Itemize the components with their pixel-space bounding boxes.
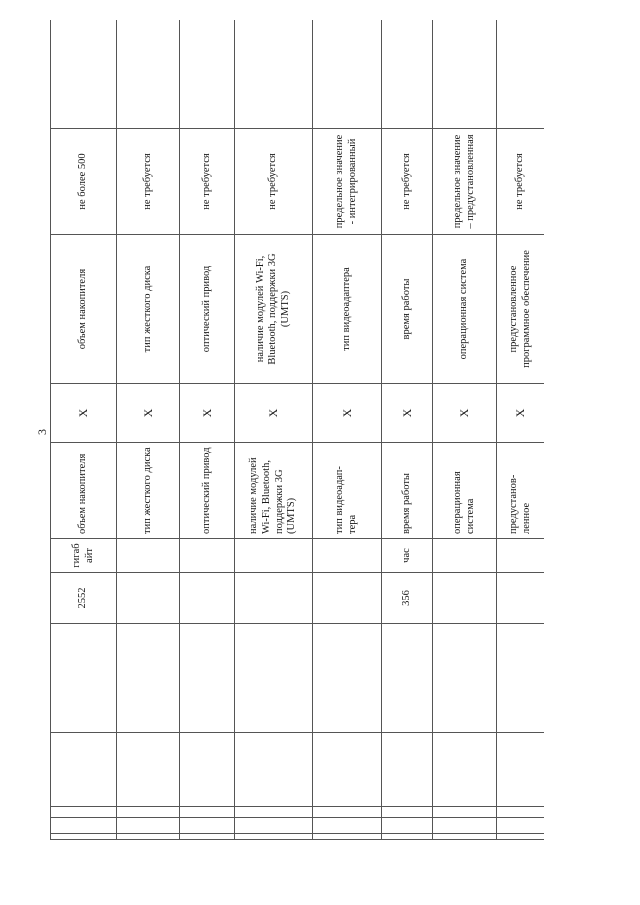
blank-cell <box>313 733 382 807</box>
blank-cell <box>117 20 180 129</box>
name-cell: время работы <box>382 235 433 384</box>
code-cell <box>235 573 313 624</box>
value-cell: не требуется <box>382 129 433 235</box>
blank-cell <box>51 624 117 733</box>
table-row <box>313 20 382 840</box>
table-row <box>497 20 545 840</box>
blank-cell <box>51 807 117 818</box>
name-cell: объем накопителя <box>51 235 117 384</box>
unit-cell <box>433 539 497 573</box>
blank-cell <box>180 834 235 840</box>
mark-cell: X <box>180 384 235 443</box>
blank-cell <box>117 624 180 733</box>
blank-cell <box>180 20 235 129</box>
code-cell <box>313 573 382 624</box>
code-cell <box>433 573 497 624</box>
unit-cell <box>180 539 235 573</box>
characteristic-cell: тип жесткого диска <box>117 443 180 539</box>
unit-cell <box>235 539 313 573</box>
mark-cell: X <box>51 384 117 443</box>
blank-cell <box>235 818 313 834</box>
blank-cell <box>117 834 180 840</box>
blank-cell <box>117 807 180 818</box>
characteristic-cell: оптический привод <box>180 443 235 539</box>
value-cell: не требуется <box>180 129 235 235</box>
blank-cell <box>382 20 433 129</box>
mark-cell: X <box>433 384 497 443</box>
blank-cell <box>117 733 180 807</box>
characteristic-cell: время работы <box>382 443 433 539</box>
blank-cell <box>313 807 382 818</box>
blank-cell <box>497 20 545 129</box>
blank-cell <box>382 733 433 807</box>
document-page <box>50 20 544 840</box>
table-row <box>382 20 433 840</box>
blank-cell <box>180 818 235 834</box>
unit-cell: час <box>382 539 433 573</box>
name-cell: наличие модулей Wi-Fi, Bluetooth, поддержки 3G (UMTS) <box>235 235 313 384</box>
blank-cell <box>180 733 235 807</box>
blank-cell <box>235 20 313 129</box>
blank-cell <box>235 733 313 807</box>
characteristic-cell: предустанов-ленное <box>497 443 545 539</box>
blank-cell <box>433 818 497 834</box>
blank-cell <box>382 818 433 834</box>
table-row <box>235 20 313 840</box>
blank-cell <box>51 20 117 129</box>
blank-cell <box>51 834 117 840</box>
blank-cell <box>497 834 545 840</box>
characteristic-cell: наличие модулей Wi-Fi, Bluetooth, поддержки 3G (UMTS) <box>235 443 313 539</box>
blank-cell <box>313 818 382 834</box>
blank-cell <box>497 818 545 834</box>
blank-cell <box>433 624 497 733</box>
mark-cell: X <box>382 384 433 443</box>
value-cell: предельное значение – предустановленная <box>433 129 497 235</box>
value-cell: предельное значение - интегрированный <box>313 129 382 235</box>
mark-cell: X <box>235 384 313 443</box>
blank-cell <box>313 20 382 129</box>
page-number: 3 <box>35 429 49 435</box>
blank-cell <box>433 733 497 807</box>
name-cell: тип жесткого диска <box>117 235 180 384</box>
unit-cell <box>117 539 180 573</box>
blank-cell <box>382 807 433 818</box>
value-cell: не более 500 <box>51 129 117 235</box>
blank-cell <box>51 733 117 807</box>
blank-cell <box>433 834 497 840</box>
code-cell: 2552 <box>51 573 117 624</box>
blank-cell <box>313 624 382 733</box>
unit-cell <box>313 539 382 573</box>
blank-cell <box>497 807 545 818</box>
mark-cell: X <box>313 384 382 443</box>
characteristics-table <box>50 20 544 840</box>
name-cell: операционная система <box>433 235 497 384</box>
blank-cell <box>497 733 545 807</box>
mark-cell: X <box>497 384 545 443</box>
blank-cell <box>235 624 313 733</box>
value-cell: не требуется <box>497 129 545 235</box>
name-cell: оптический привод <box>180 235 235 384</box>
blank-cell <box>235 834 313 840</box>
table-row <box>51 20 117 840</box>
name-cell: тип видеоадаптера <box>313 235 382 384</box>
blank-cell <box>235 807 313 818</box>
unit-cell: гигабайт <box>51 539 117 573</box>
blank-cell <box>382 834 433 840</box>
blank-cell <box>313 834 382 840</box>
blank-cell <box>433 807 497 818</box>
blank-cell <box>382 624 433 733</box>
value-cell: не требуется <box>117 129 180 235</box>
characteristic-cell: операционная система <box>433 443 497 539</box>
table-row <box>433 20 497 840</box>
unit-cell <box>497 539 545 573</box>
blank-cell <box>497 624 545 733</box>
code-cell <box>180 573 235 624</box>
blank-cell <box>51 818 117 834</box>
mark-cell: X <box>117 384 180 443</box>
code-cell <box>117 573 180 624</box>
code-cell: 356 <box>382 573 433 624</box>
code-cell <box>497 573 545 624</box>
table-row <box>180 20 235 840</box>
blank-cell <box>180 807 235 818</box>
table-row <box>117 20 180 840</box>
characteristic-cell: объем накопителя <box>51 443 117 539</box>
blank-cell <box>433 20 497 129</box>
name-cell: предустановленное программное обеспечение <box>497 235 545 384</box>
characteristic-cell: тип видеоадап-тера <box>313 443 382 539</box>
blank-cell <box>180 624 235 733</box>
blank-cell <box>117 818 180 834</box>
value-cell: не требуется <box>235 129 313 235</box>
